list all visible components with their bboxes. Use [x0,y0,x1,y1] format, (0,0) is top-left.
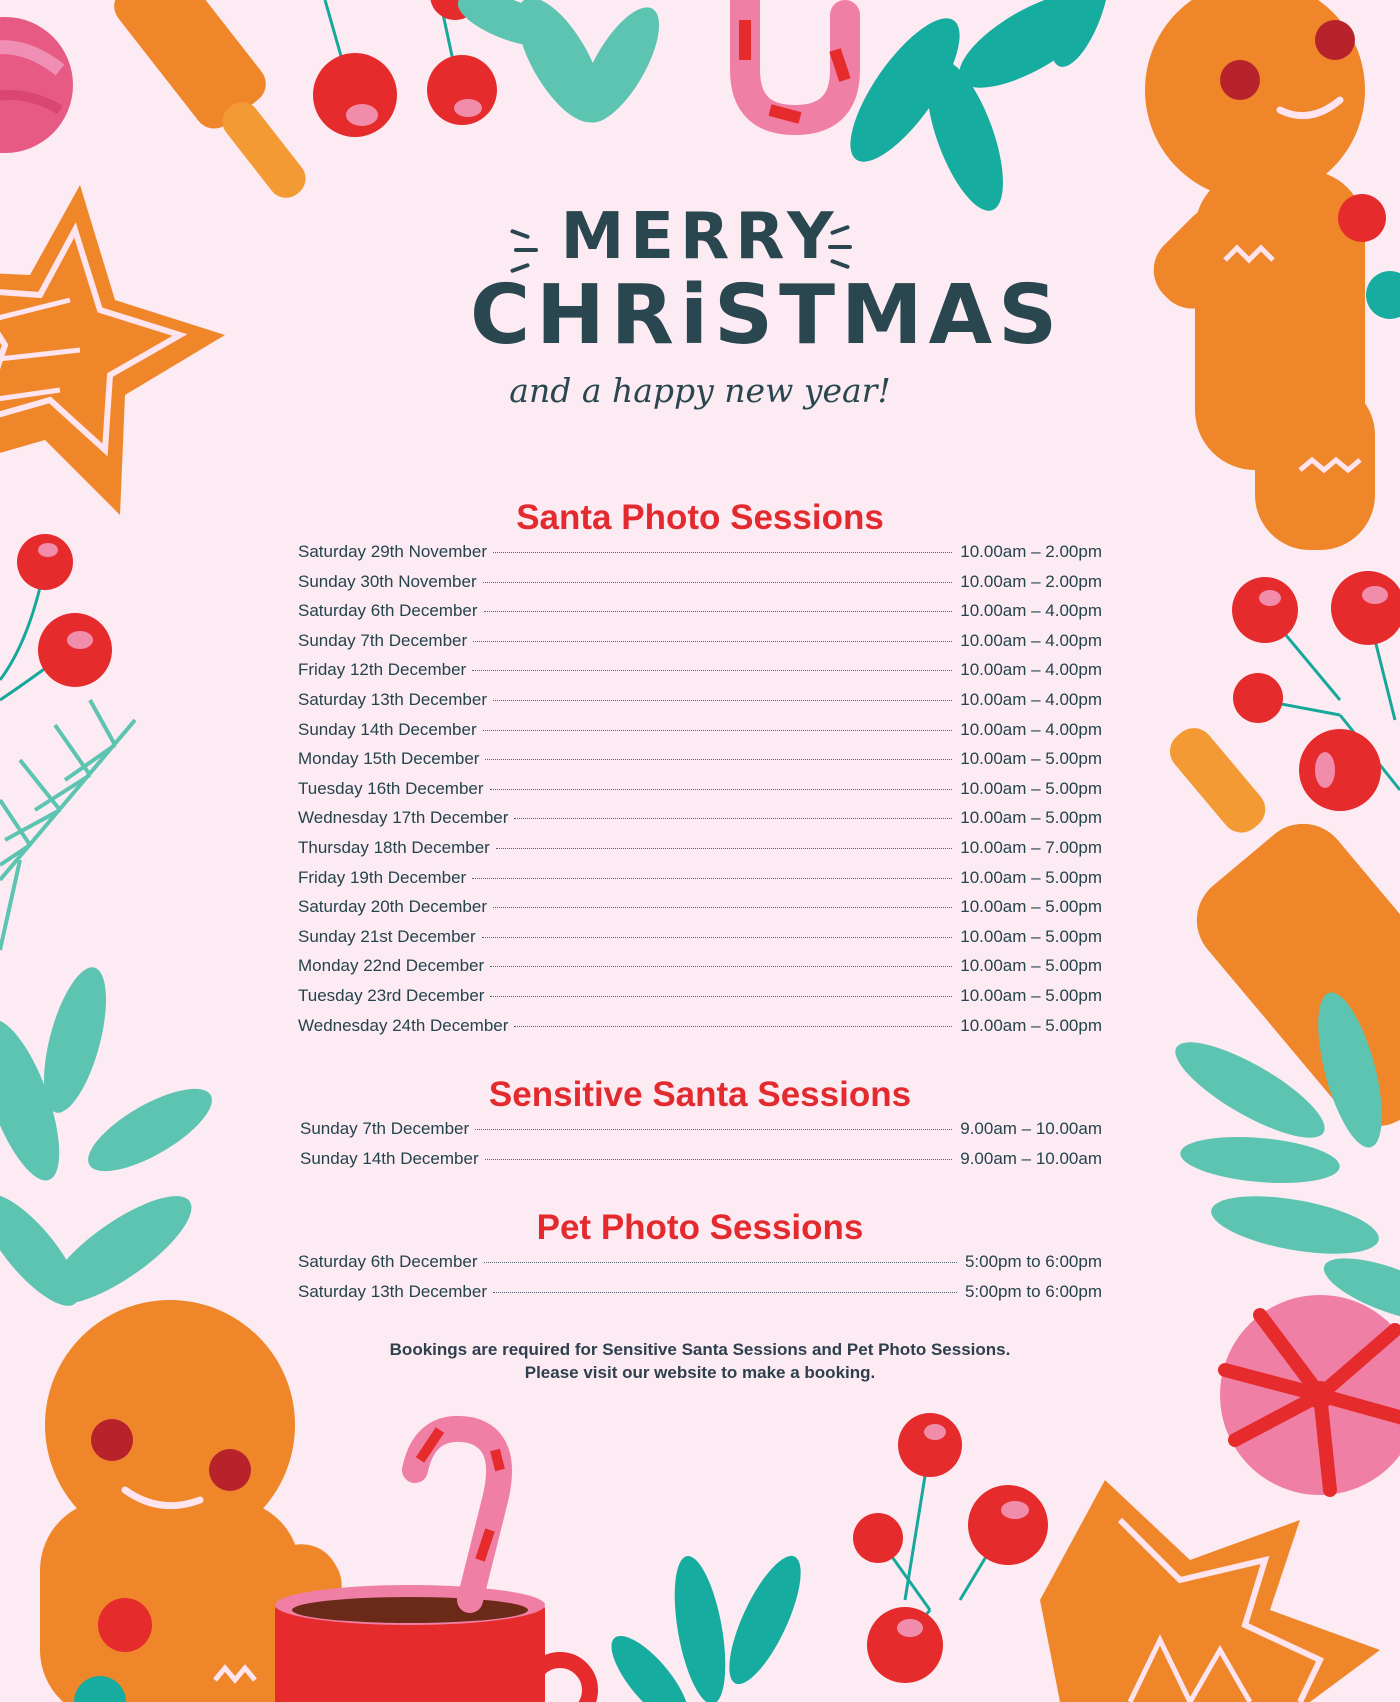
schedule-time: 9.00am – 10.00am [960,1119,1102,1138]
lollipop-icon [0,17,73,153]
schedule-row [298,749,1102,779]
schedule-row [298,1016,1102,1046]
schedule-time: 10.00am – 5.00pm [960,778,1102,798]
booking-note-line-2: Please visit our website to make a booking. [524,1363,876,1382]
schedule-date: Wednesday 17th December [298,808,509,828]
pet-sessions-list [298,1252,1102,1311]
schedule-row [298,601,1102,631]
schedule-row [298,986,1102,1016]
greeting-line-merry: MERRY [560,200,840,274]
gingerbread-man-icon [1139,0,1400,550]
dotted-leader [483,582,953,583]
schedule-time: 10.00am – 5.00pm [960,1015,1102,1035]
candy-cane-icon [745,0,845,120]
schedule-row [298,927,1102,957]
schedule-date: Thursday 18th December [298,837,490,857]
dotted-leader [473,641,952,642]
schedule-date: Saturday 29th November [298,542,487,561]
pet-sessions-title: Pet Photo Sessions [536,1208,864,1247]
dotted-leader [482,937,953,938]
sensitive-sessions-list [300,1119,1102,1178]
schedule-date: Sunday 21st December [298,926,476,946]
candy-cane-icon [415,1429,500,1600]
schedule-row [300,1119,1102,1149]
schedule-time: 5:00pm to 6:00pm [964,1252,1102,1271]
santa-sessions-list [298,542,1102,1045]
schedule-row [298,838,1102,868]
schedule-date: Sunday 7th December [300,1119,470,1138]
schedule-row [298,779,1102,809]
schedule-row [298,897,1102,927]
dotted-leader [483,730,953,731]
dotted-leader [472,878,952,879]
dotted-leader [493,552,952,553]
schedule-time: 10.00am – 2.00pm [960,542,1102,561]
mug-icon [275,1585,590,1702]
sensitive-sessions-title: Sensitive Santa Sessions [488,1075,912,1114]
schedule-date: Saturday 6th December [298,1252,478,1271]
schedule-row [298,1252,1102,1282]
dotted-leader [472,670,952,671]
dotted-leader [490,996,952,997]
schedule-row [298,631,1102,661]
dotted-leader [514,1026,952,1027]
greeting-lettering [470,200,1064,410]
schedule-time: 10.00am – 4.00pm [960,601,1102,621]
schedule-date: Sunday 7th December [298,630,468,650]
schedule-row [298,572,1102,602]
berries-icon [1232,571,1400,811]
schedule-row [298,542,1102,572]
schedule-time: 10.00am – 5.00pm [960,926,1102,946]
berries-icon [0,534,112,700]
star-cookie-icon [0,185,225,515]
schedule-row [298,808,1102,838]
schedule-time: 10.00am – 5.00pm [960,956,1102,976]
dotted-leader [490,966,952,967]
schedule-time: 10.00am – 7.00pm [960,837,1102,857]
schedule-time: 10.00am – 5.00pm [960,897,1102,917]
schedule-time: 10.00am – 4.00pm [960,689,1102,709]
pine-branch-icon [0,700,135,950]
greeting-line-new-year: and a happy new year! [509,371,891,410]
schedule-date: Sunday 14th December [300,1148,479,1168]
dotted-leader [485,759,952,760]
schedule-time: 10.00am – 5.00pm [960,808,1102,828]
schedule-row [298,690,1102,720]
schedule-time: 10.00am – 2.00pm [960,571,1102,591]
schedule-date: Tuesday 23rd December [298,985,485,1005]
dotted-leader [475,1129,952,1130]
schedule-time: 10.00am – 5.00pm [960,749,1102,769]
schedule-date: Friday 19th December [298,867,467,887]
greeting-line-christmas: CHRiSTMAS [470,268,1064,363]
rolling-pin-icon [106,0,313,205]
star-cookie-icon [1040,1480,1380,1702]
schedule-time: 9.00am – 10.00am [960,1148,1102,1168]
schedule-date: Monday 15th December [298,749,480,769]
schedule-time: 10.00am – 4.00pm [960,719,1102,739]
dotted-leader [493,907,952,908]
booking-note [250,1338,1150,1384]
schedule-time: 10.00am – 5.00pm [960,985,1102,1005]
schedule-date: Monday 22nd December [298,956,485,976]
schedule-date: Sunday 14th December [298,719,477,739]
schedule-date: Saturday 6th December [298,601,478,621]
dotted-leader [490,789,953,790]
booking-note-line-1: Bookings are required for Sensitive Santa Sessions and Pet Photo Sessions. [389,1340,1011,1359]
dotted-leader [484,611,953,612]
leaves-icon [599,1547,814,1702]
schedule-date: Wednesday 24th December [298,1015,509,1035]
schedule-time: 10.00am – 4.00pm [960,630,1102,650]
swirl-candy-icon [1220,1295,1400,1495]
dotted-leader [514,818,952,819]
schedule-row [298,720,1102,750]
schedule-row [300,1149,1102,1179]
schedule-row [298,868,1102,898]
dotted-leader [484,1262,957,1263]
schedule-time: 5:00pm to 6:00pm [964,1281,1102,1301]
dotted-leader [493,700,952,701]
schedule-date: Saturday 13th December [298,1281,487,1301]
schedule-row [298,660,1102,690]
schedule-time: 10.00am – 4.00pm [960,660,1102,680]
santa-sessions-title: Santa Photo Sessions [516,498,884,537]
dotted-leader [485,1159,953,1160]
leaves-icon [1164,986,1400,1334]
schedule-date: Sunday 30th November [298,571,477,591]
schedule-date: Saturday 20th December [298,897,487,917]
leaves-icon [0,961,223,1322]
schedule-time: 10.00am – 5.00pm [960,867,1102,887]
leaves-icon [832,0,1122,220]
dotted-leader [493,1292,957,1293]
berries-icon [853,1413,1048,1683]
schedule-date: Saturday 13th December [298,689,487,709]
schedule-date: Tuesday 16th December [298,778,484,798]
dotted-leader [496,848,952,849]
schedule-row [298,956,1102,986]
schedule-row [298,1282,1102,1312]
schedule-date: Friday 12th December [298,660,467,680]
